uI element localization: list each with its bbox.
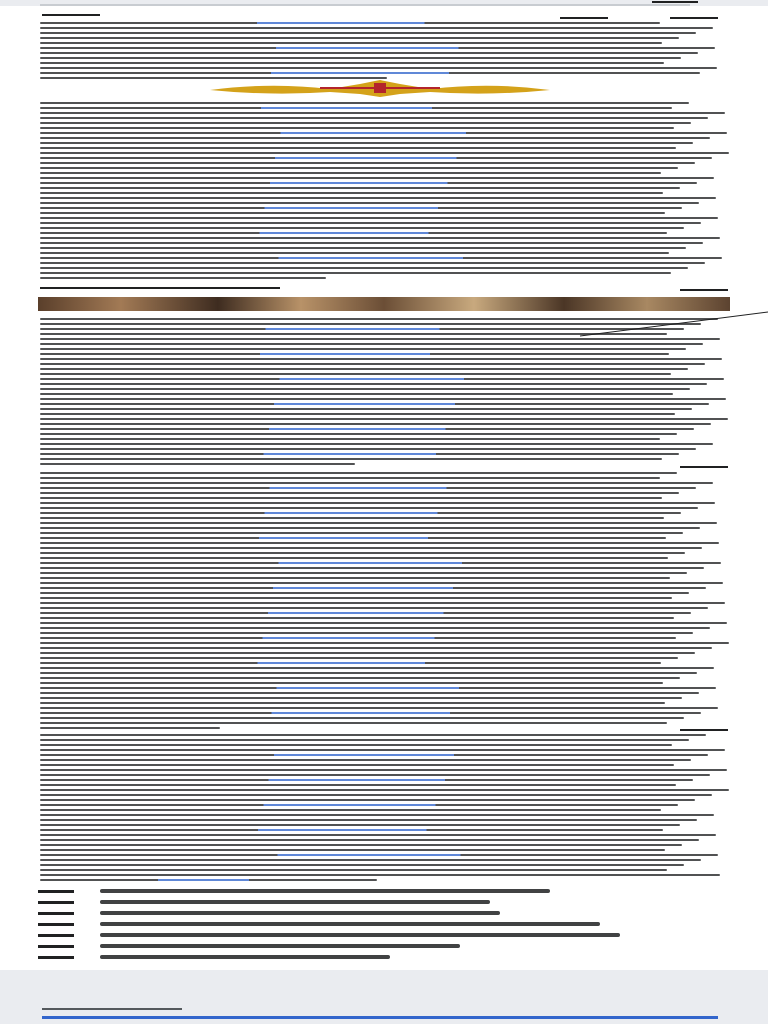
text-line [40, 612, 691, 614]
text-line [40, 789, 729, 791]
text-line [40, 408, 692, 410]
text-line [40, 482, 713, 484]
text-line [40, 157, 712, 159]
text-line [40, 779, 693, 781]
text-line [40, 607, 708, 609]
text-line [40, 403, 709, 405]
text-line [40, 112, 725, 114]
text-line [40, 759, 691, 761]
text-line [40, 562, 721, 564]
text-line [40, 784, 676, 786]
text-line [40, 132, 727, 134]
text-line [40, 702, 665, 704]
reference-text[interactable] [100, 944, 460, 948]
text-line [40, 819, 697, 821]
painting-banner-image [38, 297, 730, 311]
reference-marker [38, 956, 74, 959]
text-line [40, 137, 710, 139]
text-block [40, 472, 730, 732]
text-line [40, 22, 660, 24]
text-line [40, 378, 724, 380]
text-line [40, 804, 678, 806]
text-line [40, 727, 220, 729]
text-line [40, 42, 662, 44]
text-line [40, 707, 718, 709]
text-block [40, 22, 730, 82]
section-heading-rule [40, 287, 280, 289]
text-line [40, 754, 708, 756]
text-line [40, 172, 661, 174]
text-line [40, 814, 714, 816]
text-line [40, 272, 671, 274]
text-line [40, 864, 684, 866]
text-line [40, 517, 664, 519]
reference-text[interactable] [100, 922, 600, 926]
text-line [40, 834, 716, 836]
text-line [40, 507, 698, 509]
header-rule [40, 4, 690, 6]
text-line [40, 687, 716, 689]
text-line [40, 147, 676, 149]
text-line [40, 418, 728, 420]
text-line [40, 177, 714, 179]
footer-tick [42, 1008, 182, 1010]
text-line [40, 652, 695, 654]
reference-marker [38, 923, 74, 926]
text-line [40, 642, 729, 644]
text-line [40, 433, 677, 435]
text-line [40, 824, 680, 826]
reference-text[interactable] [100, 911, 500, 915]
text-line [40, 512, 681, 514]
text-line [40, 487, 696, 489]
text-line [40, 353, 669, 355]
text-line [40, 257, 722, 259]
text-line [40, 799, 695, 801]
text-line [40, 667, 714, 669]
text-line [40, 368, 688, 370]
text-line [40, 532, 683, 534]
text-line [40, 262, 705, 264]
text-line [40, 328, 684, 330]
text-line [40, 348, 686, 350]
text-line [40, 582, 723, 584]
text-line [40, 413, 675, 415]
text-line [40, 333, 667, 335]
text-line [40, 849, 665, 851]
text-line [40, 717, 684, 719]
header-tick [42, 14, 100, 16]
text-line [40, 62, 664, 64]
text-line [40, 182, 697, 184]
text-line [40, 622, 727, 624]
text-line [40, 47, 715, 49]
text-block [40, 734, 730, 884]
text-line [40, 67, 717, 69]
text-line [40, 167, 678, 169]
header-tick [560, 17, 608, 19]
text-line [40, 187, 680, 189]
text-line [40, 438, 660, 440]
text-line [40, 453, 679, 455]
text-line [40, 869, 667, 871]
text-line [40, 37, 679, 39]
reference-marker [38, 912, 74, 915]
text-line [40, 448, 696, 450]
text-line [40, 557, 668, 559]
text-line [40, 72, 700, 74]
text-line [40, 222, 701, 224]
text-line [40, 477, 660, 479]
text-line [40, 472, 677, 474]
reference-text[interactable] [100, 933, 620, 937]
text-line [40, 383, 707, 385]
text-line [40, 207, 682, 209]
reference-marker [38, 945, 74, 948]
text-line [40, 127, 674, 129]
text-line [40, 227, 684, 229]
text-line [40, 537, 666, 539]
section-heading-rule [680, 729, 728, 731]
text-line [40, 32, 696, 34]
reference-text[interactable] [100, 900, 490, 904]
text-line [40, 844, 682, 846]
text-line [40, 202, 699, 204]
text-line [40, 734, 706, 736]
text-line [40, 829, 663, 831]
text-line [40, 577, 670, 579]
text-line [40, 739, 689, 741]
text-line [40, 247, 686, 249]
text-line [40, 839, 699, 841]
text-line [40, 879, 377, 881]
text-line [40, 497, 662, 499]
reference-marker [38, 901, 74, 904]
text-line [40, 162, 695, 164]
text-line [40, 423, 711, 425]
text-line [40, 854, 718, 856]
text-line [40, 212, 665, 214]
text-line [40, 647, 712, 649]
reference-marker [38, 890, 74, 893]
text-line [40, 492, 679, 494]
text-line [40, 232, 667, 234]
text-line [40, 52, 698, 54]
text-line [40, 522, 717, 524]
text-line [40, 502, 715, 504]
text-line [40, 657, 678, 659]
text-line [40, 637, 676, 639]
section-heading-rule [680, 289, 728, 291]
text-line [40, 874, 720, 876]
text-block [40, 318, 730, 468]
text-line [40, 107, 672, 109]
text-line [40, 102, 689, 104]
text-line [40, 318, 718, 320]
text-line [40, 712, 701, 714]
text-line [40, 217, 718, 219]
text-block [40, 102, 730, 282]
text-line [40, 677, 680, 679]
text-line [40, 237, 720, 239]
text-line [40, 398, 726, 400]
text-line [40, 192, 663, 194]
text-line [40, 27, 713, 29]
text-line [40, 749, 725, 751]
text-line [40, 587, 706, 589]
text-line [40, 769, 727, 771]
text-line [40, 527, 700, 529]
text-line [40, 267, 688, 269]
text-line [40, 632, 693, 634]
text-line [40, 277, 326, 279]
text-line [40, 388, 690, 390]
text-line [40, 662, 661, 664]
text-line [40, 774, 710, 776]
text-line [40, 744, 672, 746]
text-line [40, 627, 710, 629]
gold-emblem-image [210, 78, 550, 98]
text-line [40, 602, 725, 604]
text-line [40, 592, 689, 594]
text-line [40, 692, 699, 694]
text-line [40, 722, 667, 724]
text-line [40, 859, 701, 861]
text-line [40, 343, 703, 345]
text-line [40, 597, 672, 599]
text-line [40, 152, 729, 154]
text-line [40, 393, 673, 395]
page-footer [0, 970, 768, 1024]
text-line [40, 697, 682, 699]
text-line [40, 117, 708, 119]
text-line [40, 252, 669, 254]
text-line [40, 682, 663, 684]
footer-link-line[interactable] [42, 1016, 718, 1019]
text-line [40, 57, 681, 59]
text-line [40, 443, 713, 445]
text-line [40, 363, 705, 365]
header-tick [652, 1, 698, 3]
text-line [40, 572, 687, 574]
text-line [40, 338, 720, 340]
text-line [40, 142, 693, 144]
text-line [40, 358, 722, 360]
text-line [40, 567, 704, 569]
text-line [40, 617, 674, 619]
reference-text[interactable] [100, 889, 550, 893]
text-line [40, 197, 716, 199]
text-line [40, 542, 719, 544]
text-line [40, 794, 712, 796]
text-line [40, 458, 662, 460]
text-line [40, 122, 691, 124]
text-line [40, 764, 674, 766]
text-line [40, 373, 671, 375]
text-line [40, 323, 701, 325]
text-line [40, 547, 702, 549]
text-line [40, 463, 355, 465]
text-line [40, 428, 694, 430]
header-tick [670, 17, 718, 19]
reference-marker [38, 934, 74, 937]
text-line [40, 242, 703, 244]
text-line [40, 552, 685, 554]
section-heading-rule [680, 466, 728, 468]
reference-text[interactable] [100, 955, 390, 959]
text-line [40, 672, 697, 674]
text-line [40, 809, 661, 811]
